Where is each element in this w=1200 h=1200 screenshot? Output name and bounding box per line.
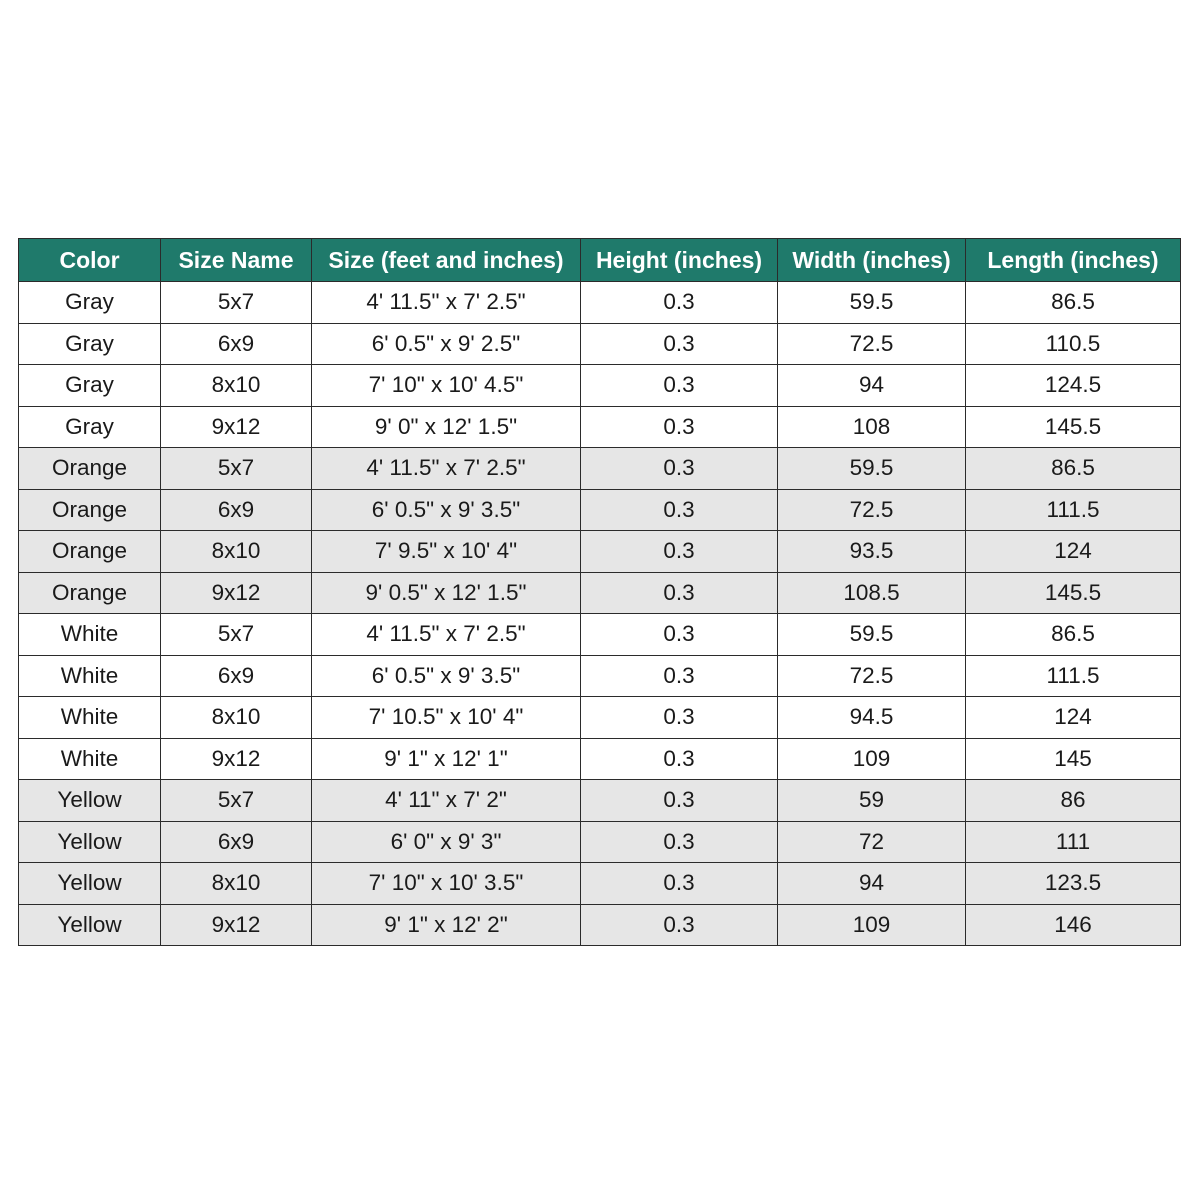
table-row (19, 489, 1181, 531)
cell-color: Orange (19, 489, 161, 531)
header-length: Length (inches) (966, 239, 1181, 282)
cell-height: 0.3 (581, 531, 778, 573)
cell-size-feet-inches: 7' 9.5" x 10' 4" (312, 531, 581, 573)
cell-size-name: 6x9 (161, 821, 312, 863)
cell-length: 86 (966, 780, 1181, 822)
cell-length: 111.5 (966, 655, 1181, 697)
cell-color: Gray (19, 406, 161, 448)
cell-size-feet-inches: 6' 0.5" x 9' 3.5" (312, 655, 581, 697)
cell-height: 0.3 (581, 323, 778, 365)
cell-height: 0.3 (581, 863, 778, 905)
cell-length: 123.5 (966, 863, 1181, 905)
table-row (19, 738, 1181, 780)
table-row (19, 282, 1181, 324)
cell-color: Gray (19, 365, 161, 407)
cell-height: 0.3 (581, 614, 778, 656)
cell-width: 72 (778, 821, 966, 863)
cell-size-name: 6x9 (161, 323, 312, 365)
table-row (19, 821, 1181, 863)
cell-size-feet-inches: 4' 11" x 7' 2" (312, 780, 581, 822)
header-color: Color (19, 239, 161, 282)
cell-color: Yellow (19, 863, 161, 905)
cell-size-name: 8x10 (161, 697, 312, 739)
table-row (19, 406, 1181, 448)
table-row (19, 697, 1181, 739)
cell-length: 111.5 (966, 489, 1181, 531)
cell-width: 108 (778, 406, 966, 448)
cell-size-feet-inches: 6' 0.5" x 9' 3.5" (312, 489, 581, 531)
table-row (19, 655, 1181, 697)
cell-size-feet-inches: 7' 10.5" x 10' 4" (312, 697, 581, 739)
table-row (19, 531, 1181, 573)
cell-width: 94 (778, 365, 966, 407)
cell-size-name: 9x12 (161, 738, 312, 780)
table-row (19, 614, 1181, 656)
cell-color: Yellow (19, 780, 161, 822)
cell-length: 145.5 (966, 406, 1181, 448)
cell-width: 94 (778, 863, 966, 905)
cell-size-name: 5x7 (161, 282, 312, 324)
cell-length: 86.5 (966, 448, 1181, 490)
cell-height: 0.3 (581, 282, 778, 324)
cell-width: 109 (778, 738, 966, 780)
cell-height: 0.3 (581, 697, 778, 739)
table-row (19, 863, 1181, 905)
cell-length: 110.5 (966, 323, 1181, 365)
cell-size-name: 6x9 (161, 489, 312, 531)
cell-color: Orange (19, 448, 161, 490)
cell-color: Gray (19, 282, 161, 324)
cell-size-name: 5x7 (161, 448, 312, 490)
header-row (19, 239, 1181, 282)
header-height: Height (inches) (581, 239, 778, 282)
table-row (19, 323, 1181, 365)
cell-width: 72.5 (778, 323, 966, 365)
cell-size-feet-inches: 4' 11.5" x 7' 2.5" (312, 614, 581, 656)
table-row (19, 365, 1181, 407)
cell-size-name: 8x10 (161, 365, 312, 407)
header-size-feet-inches: Size (feet and inches) (312, 239, 581, 282)
cell-size-name: 9x12 (161, 406, 312, 448)
cell-height: 0.3 (581, 406, 778, 448)
cell-size-feet-inches: 7' 10" x 10' 4.5" (312, 365, 581, 407)
cell-color: Orange (19, 531, 161, 573)
cell-height: 0.3 (581, 738, 778, 780)
cell-color: White (19, 614, 161, 656)
table-body (19, 282, 1181, 946)
cell-size-name: 9x12 (161, 904, 312, 946)
cell-length: 111 (966, 821, 1181, 863)
cell-color: Orange (19, 572, 161, 614)
cell-height: 0.3 (581, 655, 778, 697)
cell-size-feet-inches: 6' 0.5" x 9' 2.5" (312, 323, 581, 365)
cell-color: Yellow (19, 904, 161, 946)
cell-width: 72.5 (778, 655, 966, 697)
cell-size-name: 5x7 (161, 780, 312, 822)
table-row (19, 780, 1181, 822)
cell-width: 109 (778, 904, 966, 946)
cell-color: Yellow (19, 821, 161, 863)
cell-height: 0.3 (581, 821, 778, 863)
cell-length: 146 (966, 904, 1181, 946)
table-header (19, 239, 1181, 282)
cell-width: 108.5 (778, 572, 966, 614)
cell-size-name: 8x10 (161, 531, 312, 573)
cell-width: 59 (778, 780, 966, 822)
cell-size-name: 8x10 (161, 863, 312, 905)
cell-color: White (19, 697, 161, 739)
cell-height: 0.3 (581, 489, 778, 531)
cell-width: 59.5 (778, 282, 966, 324)
cell-length: 86.5 (966, 282, 1181, 324)
table-row (19, 904, 1181, 946)
cell-width: 59.5 (778, 448, 966, 490)
cell-size-feet-inches: 7' 10" x 10' 3.5" (312, 863, 581, 905)
cell-size-feet-inches: 6' 0" x 9' 3" (312, 821, 581, 863)
header-width: Width (inches) (778, 239, 966, 282)
cell-height: 0.3 (581, 904, 778, 946)
cell-height: 0.3 (581, 780, 778, 822)
cell-color: White (19, 655, 161, 697)
cell-size-name: 5x7 (161, 614, 312, 656)
cell-size-name: 6x9 (161, 655, 312, 697)
cell-size-feet-inches: 9' 1" x 12' 2" (312, 904, 581, 946)
cell-color: Gray (19, 323, 161, 365)
cell-size-feet-inches: 4' 11.5" x 7' 2.5" (312, 282, 581, 324)
cell-color: White (19, 738, 161, 780)
cell-length: 124 (966, 697, 1181, 739)
cell-height: 0.3 (581, 365, 778, 407)
cell-size-feet-inches: 9' 1" x 12' 1" (312, 738, 581, 780)
size-chart-table (18, 238, 1181, 946)
cell-length: 86.5 (966, 614, 1181, 656)
cell-size-feet-inches: 9' 0" x 12' 1.5" (312, 406, 581, 448)
cell-size-name: 9x12 (161, 572, 312, 614)
cell-length: 124 (966, 531, 1181, 573)
cell-length: 145.5 (966, 572, 1181, 614)
cell-length: 145 (966, 738, 1181, 780)
cell-length: 124.5 (966, 365, 1181, 407)
cell-size-feet-inches: 4' 11.5" x 7' 2.5" (312, 448, 581, 490)
cell-height: 0.3 (581, 448, 778, 490)
cell-width: 59.5 (778, 614, 966, 656)
size-chart-container (18, 238, 1180, 946)
table-row (19, 572, 1181, 614)
cell-width: 93.5 (778, 531, 966, 573)
cell-width: 94.5 (778, 697, 966, 739)
cell-size-feet-inches: 9' 0.5" x 12' 1.5" (312, 572, 581, 614)
cell-width: 72.5 (778, 489, 966, 531)
cell-height: 0.3 (581, 572, 778, 614)
header-size-name: Size Name (161, 239, 312, 282)
table-row (19, 448, 1181, 490)
